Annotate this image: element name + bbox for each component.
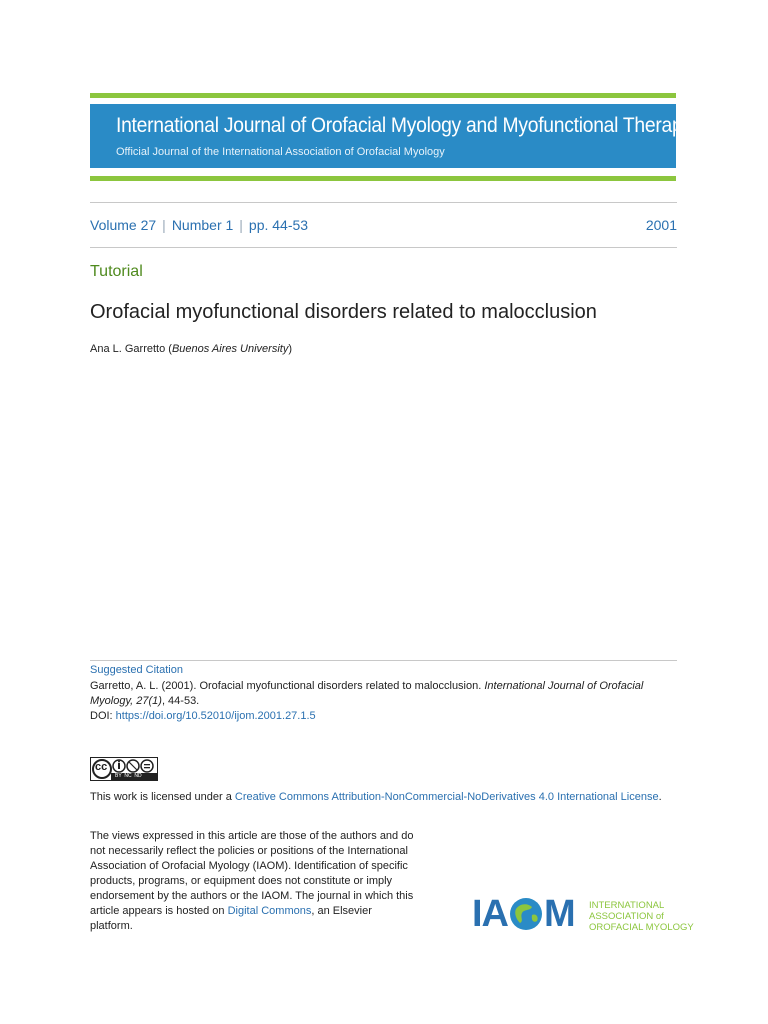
page-range: pp. 44-53 xyxy=(248,217,309,233)
disclaimer-line: Association of Orofacial Myology (IAOM). Identification of specific xyxy=(90,860,408,872)
issue-year: 2001 xyxy=(645,217,677,233)
divider xyxy=(90,660,677,661)
iaom-logo-tagline xyxy=(589,900,694,933)
license-prefix: This work is licensed under a xyxy=(90,791,235,803)
volume-link[interactable]: Volume 27 xyxy=(90,217,157,233)
iaom-logo-left: IA xyxy=(472,893,508,935)
disclaimer-line: The views expressed in this article are those of the authors and do xyxy=(90,830,414,842)
separator: | xyxy=(239,217,243,233)
cc-license-badge[interactable] xyxy=(90,757,158,781)
number-link[interactable]: Number 1 xyxy=(171,217,234,233)
article-title: Orofacial myofunctional disorders related to malocclusion xyxy=(90,301,597,323)
author-name: Ana L. Garretto xyxy=(90,343,166,355)
citation-heading xyxy=(90,663,183,678)
license-link[interactable]: Creative Commons Attribution-NonCommercial-NoDerivatives 4.0 International License xyxy=(234,791,659,803)
citation-text: Garretto, A. L. (2001). Orofacial myofunctional disorders related to malocclusion. xyxy=(90,680,482,692)
cc-badge-sub: BY NC ND xyxy=(115,773,142,779)
disclaimer-line: products, programs, or equipment does not constitute or imply xyxy=(90,875,393,887)
journal-subtitle: Official Journal of the International Association of Orofacial Myology xyxy=(116,146,445,158)
header-top-bar xyxy=(90,93,676,98)
author-line: Ana L. Garretto (Buenos Aires University) xyxy=(90,343,292,355)
doi-link[interactable]: https://doi.org/10.52010/ijom.2001.27.1.5 xyxy=(115,710,316,722)
iaom-logo xyxy=(472,893,575,939)
disclaimer-block xyxy=(90,829,413,934)
divider xyxy=(90,202,677,203)
disclaimer-line: endorsement by the authors or the IAOM. The journal in which this xyxy=(90,890,414,902)
journal-title: International Journal of Orofacial Myology and Myofunctional Therapy xyxy=(116,114,692,137)
license-suffix: . xyxy=(658,791,662,803)
citation-journal: International Journal of Orofacial xyxy=(484,680,644,692)
globe-icon xyxy=(508,897,544,931)
disclaimer-line: not necessarily reflect the policies or positions of the International xyxy=(90,845,408,857)
iaom-logo-right: M xyxy=(544,893,575,935)
digital-commons-link[interactable]: Digital Commons xyxy=(227,905,312,917)
iaom-tagline-line: INTERNATIONAL xyxy=(589,900,665,911)
issue-meta xyxy=(90,217,308,233)
header-bottom-bar xyxy=(90,176,676,181)
disclaimer-line xyxy=(90,904,413,919)
iaom-tagline-line: ASSOCIATION of xyxy=(589,911,664,922)
separator: | xyxy=(162,217,166,233)
citation-block xyxy=(90,679,680,724)
citation-heading-text: Suggested Citation xyxy=(90,664,183,676)
divider xyxy=(90,247,677,248)
iaom-tagline-line: OROFACIAL MYOLOGY xyxy=(589,922,694,933)
cc-badge-text: cc xyxy=(95,761,108,773)
disclaimer-line: platform. xyxy=(90,920,133,932)
doi-label: DOI: xyxy=(90,710,116,722)
license-statement xyxy=(90,790,662,805)
article-type: Tutorial xyxy=(90,263,143,280)
citation-journal-volume: Myology, 27(1) xyxy=(90,695,162,707)
citation-pages: , 44-53. xyxy=(161,695,200,707)
author-affiliation: Buenos Aires University xyxy=(171,343,289,355)
disclaimer-text: , an Elsevier xyxy=(311,905,372,917)
disclaimer-text: article appears is hosted on xyxy=(90,905,228,917)
